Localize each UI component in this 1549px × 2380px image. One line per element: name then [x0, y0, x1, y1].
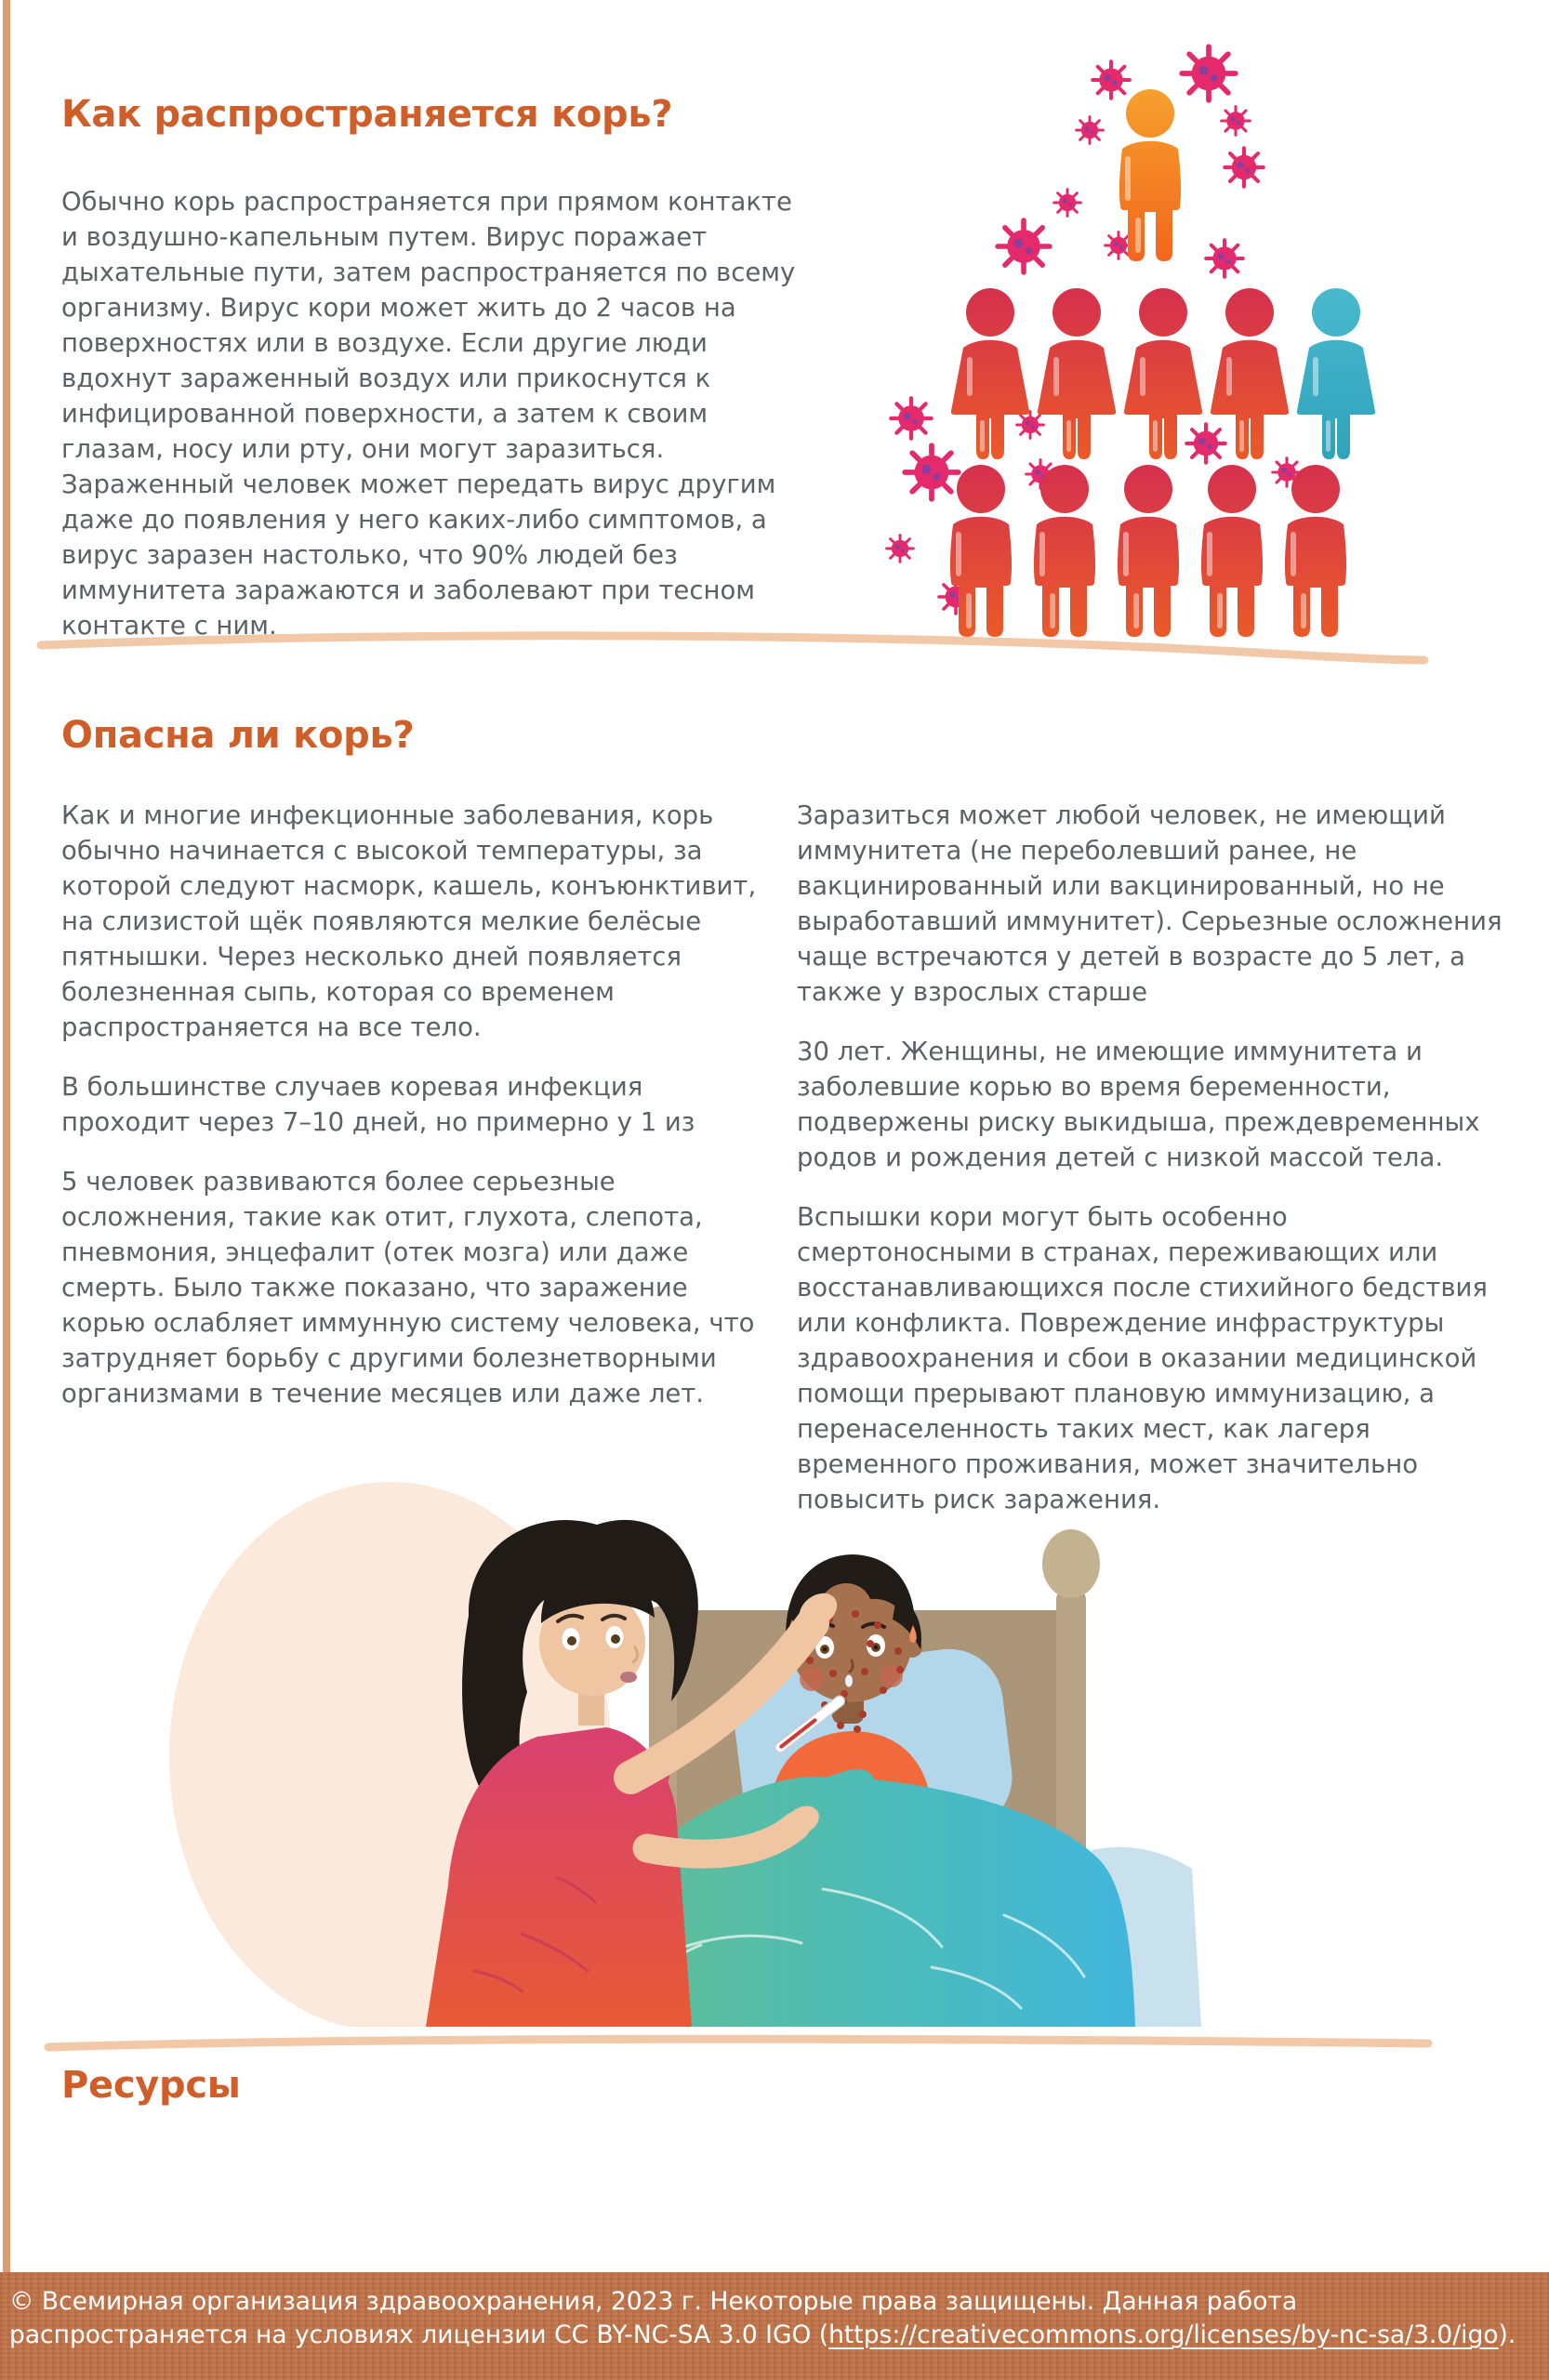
page-edge-stripe — [3, 0, 10, 2272]
person-male-icon — [1034, 465, 1095, 637]
person-male-icon — [950, 465, 1012, 637]
copyright-text-before-link: © Всемирная организация здравоохранения, 2023 г. Некоторые права защищены. Данная работа распространяется на условиях лицензии CC BY-NC-SA 3.0 IGO ( — [9, 2287, 1298, 2349]
paragraph: В большинстве случаев коревая инфекция проходит через 7–10 дней, но примерно у 1 из — [61, 1072, 695, 1137]
paragraph: Как и многие инфекционные заболевания, корь обычно начинается с высокой температуры, за которой следуют насморк, кашель, конъюнктивит, на слизистой щёк появляются мелкие белёсые пятнышки. Через несколько дней появляется болезненная сыпь, которая со временем распространяется на все тело. — [61, 800, 757, 1042]
danger-right-column — [797, 798, 1508, 1541]
hand-drawn-divider — [33, 628, 1432, 671]
footer-copyright-bar — [0, 2272, 1549, 2380]
person-female-icon — [1038, 288, 1116, 459]
person-male-icon — [1285, 465, 1346, 637]
paragraph: Заразиться может любой человек, не имеющий иммунитета (не переболевший ранее, не вакцинированный или вакцинированный, но не выработавший иммунитет). Серьезные осложнения чаще встречаются у детей в возрасте до 5 лет, а также у взрослых старше — [797, 800, 1503, 1007]
paragraph: 5 человек развиваются более серьезные осложнения, такие как отит, глухота, слепота, пневмония, энцефалит (отек мозга) или даже смерть. Было также показано, что заражение корью ослабляет иммунную систему человека, что затрудняет борьбу с другими болезнетворными организмами в течение месяцев или даже лет. — [61, 1167, 755, 1408]
person-female-immune-icon — [1297, 288, 1375, 459]
nose-drip — [845, 1675, 853, 1687]
person-male-icon — [1201, 465, 1263, 637]
paragraph: 30 лет. Женщины, не имеющие иммунитета и заболевшие корью во время беременности, подвержены риску выкидыша, преждевременных родов и рождения детей с низкой массой тела. — [797, 1037, 1480, 1172]
child-cheek — [800, 1667, 824, 1691]
hand-drawn-divider — [41, 2029, 1436, 2062]
spread-illustration — [874, 28, 1450, 641]
mother-mouth — [620, 1672, 637, 1683]
person-female-icon — [1211, 288, 1289, 459]
license-link[interactable]: https://creativecommons.org/licenses/by-nc-sa/3.0/igo — [828, 2320, 1499, 2349]
section-heading-danger: Опасна ли корь? — [61, 714, 415, 757]
paragraph: Вспышки кори могут быть особенно смертоносными в странах, переживающих или восстанавливающихся после стихийного бедствия или конфликта. Повреждение инфраструктуры здравоохранения и сбои в оказании медицинской помощи прерывают плановую иммунизацию, а перенаселенность таких мест, как лагеря временного проживания, может значительно повысить риск заражения. — [797, 1202, 1488, 1514]
person-female-icon — [1124, 288, 1202, 459]
mother-and-sick-child-illustration — [121, 1450, 1367, 2027]
section-paragraph-spread: Обычно корь распространяется при прямом контакте и воздушно-капельным путем. Вирус поражает дыхательные пути, затем распространяется по всему организму. Вирус кори может жить до 2 часов на поверхностях или в воздухе. Если другие люди вдохнут зараженный воздух или прикоснутся к инфицированной поверхности, а затем к своим глазам, носу или рту, они могут заразиться. Зараженный человек может передать вирус другим даже до появления у него каких-либо симптомов, а вирус заразен настолько, что 90% людей без иммунитета заражаются и заболевают при тесном контакте с ним. — [61, 187, 796, 641]
person-female-icon — [951, 288, 1029, 459]
copyright-text-after-link: ). — [1498, 2320, 1516, 2349]
section-is-measles-dangerous — [61, 714, 1508, 1541]
person-male-icon — [1118, 465, 1179, 637]
copyright-text — [9, 2285, 1538, 2352]
danger-left-column — [61, 798, 773, 1541]
section-how-measles-spreads — [61, 93, 814, 643]
person-male-infected-icon — [1119, 89, 1181, 261]
bedpost-knob — [1042, 1529, 1100, 1598]
section-heading-spread: Как распространяется корь? — [61, 93, 673, 136]
section-heading-resources: Ресурсы — [61, 2064, 241, 2107]
person-icons — [950, 89, 1375, 637]
